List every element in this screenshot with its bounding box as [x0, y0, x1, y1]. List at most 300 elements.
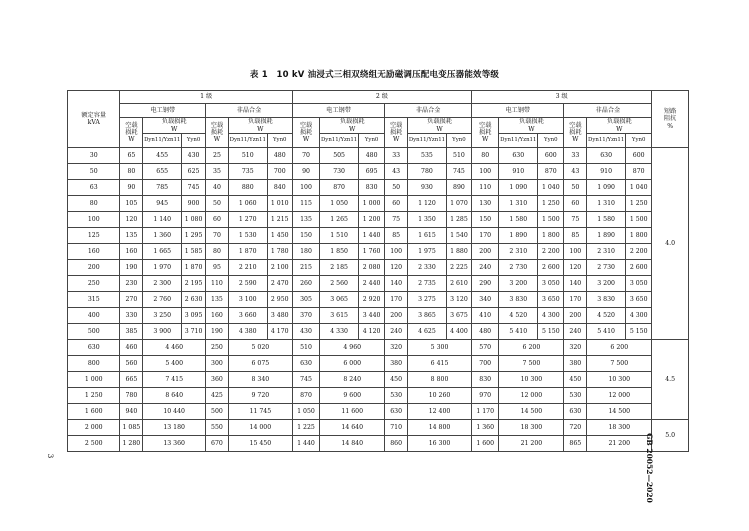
value-cell: 700	[267, 164, 292, 180]
value-cell: 70	[292, 148, 319, 164]
value-cell: 60	[206, 212, 229, 228]
value-cell: 1 200	[359, 212, 385, 228]
no-load-unit: W	[128, 136, 135, 144]
value-cell: 870	[626, 164, 652, 180]
value-cell: 240	[472, 260, 499, 276]
value-cell: 1 600	[472, 436, 499, 452]
value-cell: 1 975	[408, 244, 447, 260]
value-cell: 1 540	[446, 228, 471, 244]
value-cell: 6 000	[320, 356, 385, 372]
value-cell: 2 560	[320, 276, 359, 292]
value-cell: 630	[499, 148, 538, 164]
value-cell: 14 500	[499, 404, 564, 420]
load-label: 负载损耗	[339, 118, 365, 126]
no-load-label-1: 空载	[299, 121, 313, 129]
value-cell: 1 665	[143, 244, 182, 260]
value-cell: 60	[385, 196, 408, 212]
header-yyn0: Yyn0	[538, 134, 564, 148]
value-cell: 930	[408, 180, 447, 196]
value-cell: 1 350	[408, 212, 447, 228]
value-cell: 115	[292, 196, 319, 212]
header-load-loss	[499, 118, 564, 134]
impedance-cell: 4.0	[652, 148, 689, 340]
value-cell: 1 080	[182, 212, 206, 228]
value-cell: 4 330	[320, 324, 359, 340]
load-label: 负载损耗	[247, 118, 273, 126]
value-cell: 530	[564, 388, 587, 404]
value-cell: 43	[385, 164, 408, 180]
value-cell: 785	[143, 180, 182, 196]
header-dyn11: Dyn11/Yzn11	[587, 134, 626, 148]
value-cell: 510	[228, 148, 267, 164]
no-load-label-1: 空载	[569, 121, 582, 129]
value-cell: 215	[292, 260, 319, 276]
value-cell: 430	[292, 324, 319, 340]
value-cell: 8 640	[143, 388, 206, 404]
value-cell: 33	[564, 148, 587, 164]
table-row	[68, 404, 689, 420]
value-cell: 3 440	[359, 308, 385, 324]
capacity-label: 额定容量	[81, 111, 107, 119]
table-caption: 表 1 10 kV 油浸式三相双绕组无励磁调压配电变压器能效等级	[249, 70, 500, 80]
value-cell: 3 660	[228, 308, 267, 324]
header-load-loss	[228, 118, 292, 134]
table-row	[68, 276, 689, 292]
value-cell: 1 510	[320, 228, 359, 244]
capacity-unit: kVA	[87, 119, 100, 126]
value-cell: 135	[206, 292, 229, 308]
value-cell: 2 600	[626, 260, 652, 276]
value-cell: 700	[472, 356, 499, 372]
value-cell: 945	[143, 196, 182, 212]
value-cell: 14 500	[587, 404, 652, 420]
value-cell: 505	[320, 148, 359, 164]
value-cell: 1 010	[267, 196, 292, 212]
no-load-label-1: 空载	[479, 121, 492, 129]
load-unit: W	[528, 125, 535, 133]
capacity-cell: 400	[68, 308, 120, 324]
value-cell: 3 250	[143, 308, 182, 324]
value-cell: 15 450	[228, 436, 292, 452]
value-cell: 2 300	[143, 276, 182, 292]
value-cell: 13 360	[143, 436, 206, 452]
value-cell: 1 870	[228, 244, 267, 260]
table-row	[68, 388, 689, 404]
value-cell: 745	[292, 372, 319, 388]
value-cell: 43	[564, 164, 587, 180]
value-cell: 1 580	[587, 212, 626, 228]
value-cell: 120	[120, 212, 143, 228]
value-cell: 450	[385, 372, 408, 388]
value-cell: 3 710	[182, 324, 206, 340]
value-cell: 870	[320, 180, 359, 196]
no-load-label-2: 损耗	[389, 128, 403, 136]
value-cell: 21 200	[499, 436, 564, 452]
value-cell: 655	[143, 164, 182, 180]
value-cell: 3 275	[408, 292, 447, 308]
value-cell: 4 120	[359, 324, 385, 340]
no-load-label-2: 损耗	[479, 128, 492, 136]
value-cell: 380	[385, 356, 408, 372]
value-cell: 1 250	[538, 196, 564, 212]
load-unit: W	[170, 125, 178, 133]
value-cell: 2 210	[228, 260, 267, 276]
value-cell: 340	[472, 292, 499, 308]
header-dyn11: Dyn11/Yzn11	[143, 134, 182, 148]
value-cell: 695	[359, 164, 385, 180]
table-row	[68, 212, 689, 228]
value-cell: 170	[385, 292, 408, 308]
table-row	[68, 372, 689, 388]
value-cell: 1 360	[472, 420, 499, 436]
no-load-unit: W	[482, 136, 489, 144]
value-cell: 830	[359, 180, 385, 196]
value-cell: 12 000	[499, 388, 564, 404]
value-cell: 2 200	[538, 244, 564, 260]
value-cell: 4 300	[538, 308, 564, 324]
value-cell: 18 300	[499, 420, 564, 436]
value-cell: 425	[206, 388, 229, 404]
value-cell: 12 000	[587, 388, 652, 404]
header-no-load-loss	[564, 118, 587, 148]
value-cell: 2 440	[359, 276, 385, 292]
value-cell: 5 300	[408, 340, 472, 356]
value-cell: 75	[385, 212, 408, 228]
value-cell: 1 440	[292, 436, 319, 452]
value-cell: 1 280	[120, 436, 143, 452]
header-core-steel: 电工钢带	[120, 104, 206, 118]
header-impedance	[652, 91, 689, 148]
header-core-steel: 电工钢带	[292, 104, 384, 118]
value-cell: 190	[206, 324, 229, 340]
value-cell: 100	[472, 164, 499, 180]
value-cell: 970	[472, 388, 499, 404]
value-cell: 160	[120, 244, 143, 260]
value-cell: 2 185	[320, 260, 359, 276]
value-cell: 380	[564, 356, 587, 372]
value-cell: 410	[472, 308, 499, 324]
impedance-unit: %	[667, 122, 674, 130]
value-cell: 4 400	[446, 324, 471, 340]
header-no-load-loss	[292, 118, 319, 148]
value-cell: 305	[292, 292, 319, 308]
value-cell: 625	[182, 164, 206, 180]
value-cell: 85	[564, 228, 587, 244]
value-cell: 1 850	[320, 244, 359, 260]
value-cell: 35	[206, 164, 229, 180]
value-cell: 2 200	[626, 244, 652, 260]
value-cell: 1 880	[446, 244, 471, 260]
value-cell: 18 300	[587, 420, 652, 436]
value-cell: 135	[292, 212, 319, 228]
no-load-label-2: 损耗	[299, 128, 313, 136]
value-cell: 1 500	[538, 212, 564, 228]
impedance-label-1: 短路	[663, 108, 677, 116]
value-cell: 430	[182, 148, 206, 164]
table-row	[68, 324, 689, 340]
value-cell: 1 580	[499, 212, 538, 228]
value-cell: 1 050	[320, 196, 359, 212]
value-cell: 385	[120, 324, 143, 340]
table-row	[68, 356, 689, 372]
value-cell: 780	[120, 388, 143, 404]
value-cell: 1 265	[320, 212, 359, 228]
value-cell: 1 800	[538, 228, 564, 244]
header-dyn11: Dyn11/Yzn11	[499, 134, 538, 148]
capacity-cell: 80	[68, 196, 120, 212]
value-cell: 450	[564, 372, 587, 388]
value-cell: 630	[385, 404, 408, 420]
impedance-cell: 4.5	[652, 340, 689, 420]
value-cell: 14 800	[408, 420, 472, 436]
value-cell: 460	[120, 340, 143, 356]
value-cell: 7 415	[143, 372, 206, 388]
value-cell: 50	[385, 180, 408, 196]
value-cell: 480	[472, 324, 499, 340]
value-cell: 2 470	[267, 276, 292, 292]
header-load-loss	[587, 118, 652, 134]
capacity-cell: 1 000	[68, 372, 120, 388]
value-cell: 735	[228, 164, 267, 180]
value-cell: 2 630	[182, 292, 206, 308]
value-cell: 1 970	[143, 260, 182, 276]
value-cell: 80	[472, 148, 499, 164]
value-cell: 2 730	[587, 260, 626, 276]
impedance-cell: 5.0	[652, 420, 689, 452]
no-load-unit: W	[572, 136, 579, 144]
table-body	[68, 148, 689, 452]
value-cell: 10 440	[143, 404, 206, 420]
value-cell: 3 050	[626, 276, 652, 292]
value-cell: 170	[564, 292, 587, 308]
value-cell: 3 830	[587, 292, 626, 308]
header-yyn0: Yyn0	[446, 134, 471, 148]
value-cell: 80	[206, 244, 229, 260]
energy-efficiency-table	[67, 90, 689, 452]
value-cell: 600	[538, 148, 564, 164]
no-load-unit: W	[392, 136, 400, 144]
value-cell: 1 140	[143, 212, 182, 228]
value-cell: 8 340	[228, 372, 292, 388]
load-unit: W	[349, 125, 356, 133]
value-cell: 3 095	[182, 308, 206, 324]
value-cell: 10 300	[587, 372, 652, 388]
value-cell: 4 520	[587, 308, 626, 324]
value-cell: 16 300	[408, 436, 472, 452]
value-cell: 2 760	[143, 292, 182, 308]
value-cell: 1 870	[182, 260, 206, 276]
value-cell: 21 200	[587, 436, 652, 452]
value-cell: 2 735	[408, 276, 447, 292]
value-cell: 5 410	[499, 324, 538, 340]
table-row	[68, 308, 689, 324]
standard-code: GB 20052—2020	[645, 433, 654, 503]
value-cell: 230	[120, 276, 143, 292]
value-cell: 3 050	[538, 276, 564, 292]
value-cell: 1 450	[267, 228, 292, 244]
value-cell: 1 295	[182, 228, 206, 244]
value-cell: 2 730	[499, 260, 538, 276]
load-unit: W	[616, 125, 623, 133]
value-cell: 560	[120, 356, 143, 372]
value-cell: 1 040	[538, 180, 564, 196]
header-core-amorphous: 非晶合金	[385, 104, 472, 118]
header-core-amorphous: 非晶合金	[206, 104, 293, 118]
value-cell: 1 070	[446, 196, 471, 212]
value-cell: 60	[564, 196, 587, 212]
value-cell: 3 120	[446, 292, 471, 308]
value-cell: 370	[292, 308, 319, 324]
value-cell: 33	[385, 148, 408, 164]
value-cell: 5 150	[626, 324, 652, 340]
no-load-label-1: 空载	[125, 121, 138, 129]
header-yyn0: Yyn0	[182, 134, 206, 148]
value-cell: 2 600	[538, 260, 564, 276]
value-cell: 2 225	[446, 260, 471, 276]
capacity-cell: 2 500	[68, 436, 120, 452]
value-cell: 710	[385, 420, 408, 436]
no-load-label-2: 损耗	[125, 128, 138, 136]
value-cell: 1 440	[359, 228, 385, 244]
value-cell: 830	[472, 372, 499, 388]
value-cell: 170	[472, 228, 499, 244]
value-cell: 240	[385, 324, 408, 340]
header-yyn0: Yyn0	[359, 134, 385, 148]
value-cell: 1 225	[292, 420, 319, 436]
value-cell: 150	[472, 212, 499, 228]
capacity-cell: 30	[68, 148, 120, 164]
value-cell: 940	[120, 404, 143, 420]
value-cell: 3 615	[320, 308, 359, 324]
value-cell: 720	[564, 420, 587, 436]
value-cell: 2 920	[359, 292, 385, 308]
value-cell: 1 310	[587, 196, 626, 212]
value-cell: 3 675	[446, 308, 471, 324]
no-load-label-1: 空载	[389, 121, 403, 129]
load-label: 负载损耗	[606, 118, 632, 126]
header-no-load-loss	[472, 118, 499, 148]
value-cell: 75	[564, 212, 587, 228]
value-cell: 4 520	[499, 308, 538, 324]
capacity-cell: 250	[68, 276, 120, 292]
no-load-label-1: 空载	[210, 121, 224, 129]
value-cell: 1 890	[587, 228, 626, 244]
value-cell: 1 120	[408, 196, 447, 212]
value-cell: 890	[446, 180, 471, 196]
value-cell: 150	[292, 228, 319, 244]
capacity-cell: 100	[68, 212, 120, 228]
header-yyn0: Yyn0	[626, 134, 652, 148]
value-cell: 65	[120, 148, 143, 164]
header-capacity	[68, 91, 120, 148]
capacity-cell: 800	[68, 356, 120, 372]
value-cell: 1 000	[359, 196, 385, 212]
value-cell: 455	[143, 148, 182, 164]
value-cell: 1 530	[228, 228, 267, 244]
value-cell: 11 600	[320, 404, 385, 420]
value-cell: 910	[587, 164, 626, 180]
value-cell: 3 865	[408, 308, 447, 324]
value-cell: 6 200	[499, 340, 564, 356]
value-cell: 745	[446, 164, 471, 180]
capacity-cell: 630	[68, 340, 120, 356]
impedance-label-2: 阻抗	[663, 115, 677, 123]
value-cell: 14 640	[320, 420, 385, 436]
value-cell: 535	[408, 148, 447, 164]
value-cell: 290	[472, 276, 499, 292]
value-cell: 4 960	[320, 340, 385, 356]
table-row	[68, 292, 689, 308]
value-cell: 570	[472, 340, 499, 356]
value-cell: 1 090	[587, 180, 626, 196]
value-cell: 100	[564, 244, 587, 260]
capacity-cell: 200	[68, 260, 120, 276]
value-cell: 1 170	[472, 404, 499, 420]
value-cell: 5 410	[587, 324, 626, 340]
value-cell: 630	[292, 356, 319, 372]
value-cell: 480	[359, 148, 385, 164]
value-cell: 6 415	[408, 356, 472, 372]
value-cell: 7 500	[499, 356, 564, 372]
value-cell: 3 900	[143, 324, 182, 340]
value-cell: 630	[587, 148, 626, 164]
capacity-cell: 160	[68, 244, 120, 260]
value-cell: 1 310	[499, 196, 538, 212]
value-cell: 2 330	[408, 260, 447, 276]
value-cell: 1 050	[292, 404, 319, 420]
header-no-load-loss	[385, 118, 408, 148]
load-label: 负载损耗	[519, 118, 544, 126]
header-yyn0: Yyn0	[267, 134, 292, 148]
value-cell: 910	[499, 164, 538, 180]
value-cell: 880	[228, 180, 267, 196]
value-cell: 120	[385, 260, 408, 276]
value-cell: 3 650	[538, 292, 564, 308]
value-cell: 2 100	[267, 260, 292, 276]
value-cell: 110	[206, 276, 229, 292]
value-cell: 870	[292, 388, 319, 404]
value-cell: 1 615	[408, 228, 447, 244]
value-cell: 40	[206, 180, 229, 196]
value-cell: 110	[472, 180, 499, 196]
header-level-1: 1 级	[120, 91, 292, 104]
value-cell: 5 020	[228, 340, 292, 356]
value-cell: 2 310	[499, 244, 538, 260]
value-cell: 2 195	[182, 276, 206, 292]
table-row	[68, 148, 689, 164]
value-cell: 360	[206, 372, 229, 388]
value-cell: 50	[564, 180, 587, 196]
value-cell: 12 400	[408, 404, 472, 420]
value-cell: 3 830	[499, 292, 538, 308]
value-cell: 2 590	[228, 276, 267, 292]
header-dyn11: Dyn11/Yzn11	[408, 134, 447, 148]
value-cell: 1 760	[359, 244, 385, 260]
header-load-loss	[408, 118, 472, 134]
table-row	[68, 244, 689, 260]
value-cell: 1 800	[626, 228, 652, 244]
value-cell: 1 890	[499, 228, 538, 244]
value-cell: 4 170	[267, 324, 292, 340]
no-load-label-2: 损耗	[210, 128, 224, 136]
value-cell: 200	[385, 308, 408, 324]
value-cell: 3 065	[320, 292, 359, 308]
value-cell: 3 200	[499, 276, 538, 292]
value-cell: 250	[206, 340, 229, 356]
capacity-cell: 315	[68, 292, 120, 308]
value-cell: 780	[408, 164, 447, 180]
value-cell: 1 085	[120, 420, 143, 436]
